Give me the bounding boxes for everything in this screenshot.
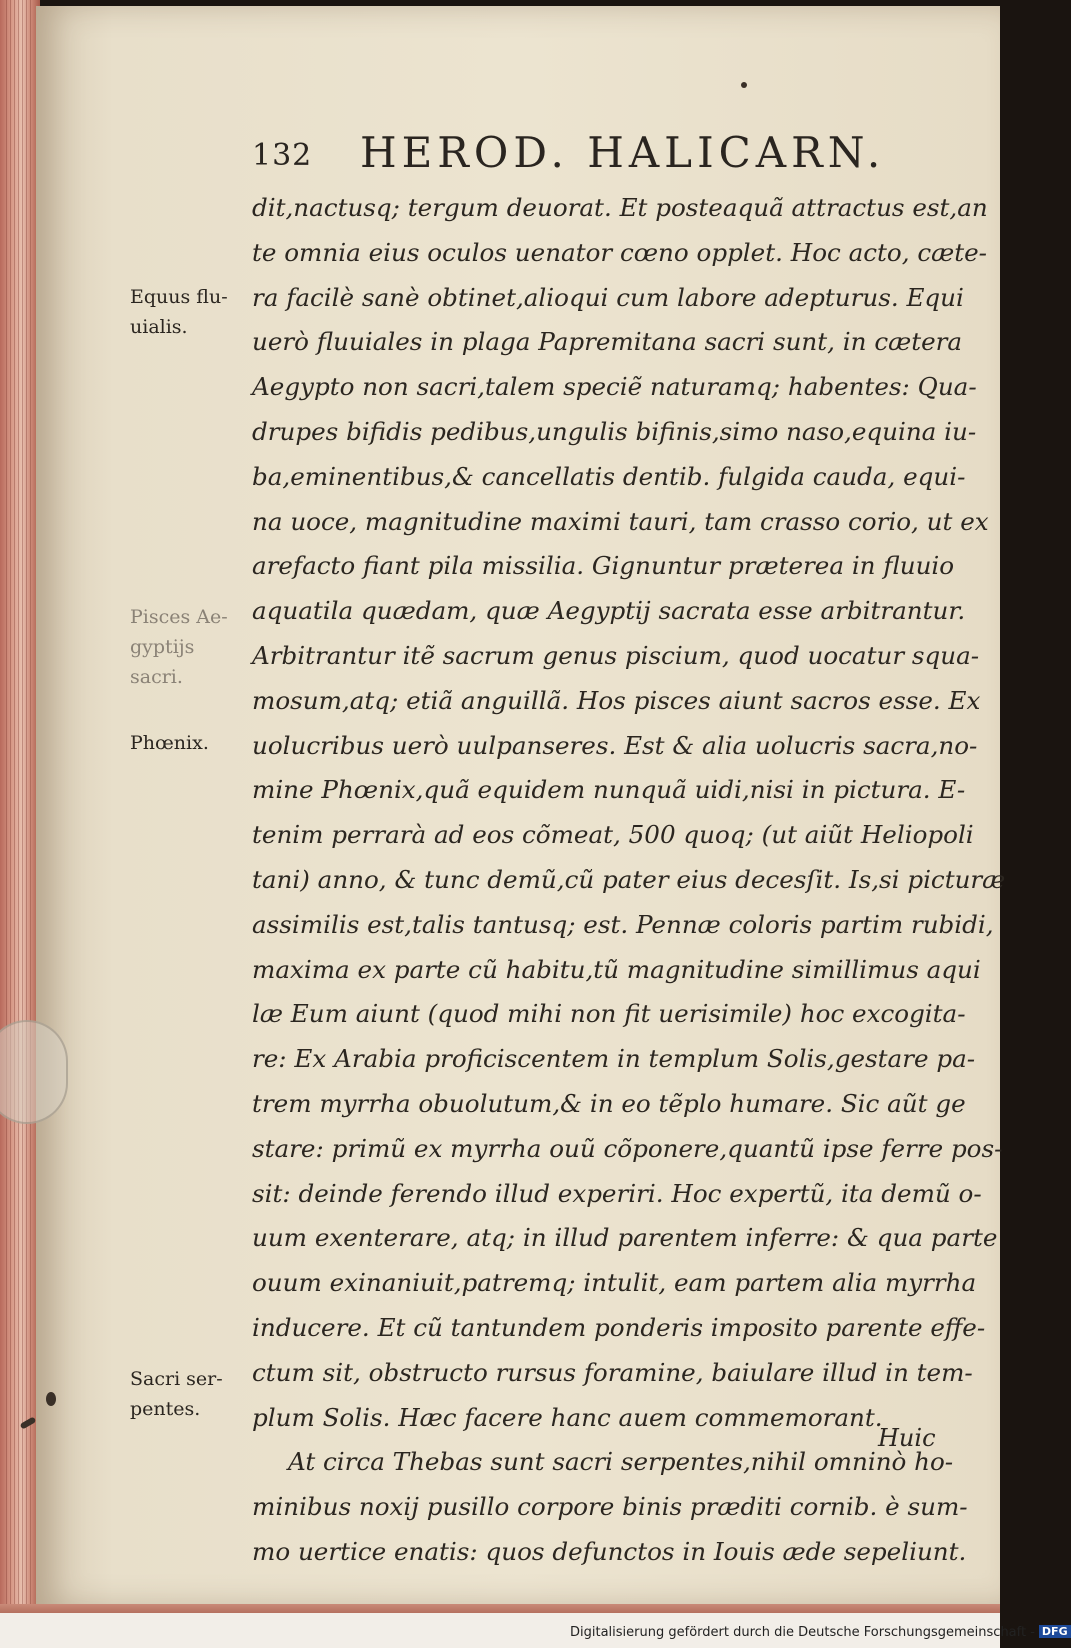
margin-note-line: Phœnix.: [130, 732, 209, 754]
text-line: drupes bifidis pedibus,ungulis bifinis,simo naso,equina iu-: [252, 416, 977, 446]
text-line: ba,eminentibus,& cancellatis dentib. fulgida cauda, equi-: [252, 461, 966, 491]
text-line: assimilis est,talis tantusq; est. Pennæ coloris partim rubidi,: [252, 909, 994, 939]
text-line: ctum sit, obstructo rursus foramine, baiulare illud in tem-: [252, 1357, 973, 1387]
book-edge: [0, 0, 40, 1648]
margin-note-line: Sacri ser-: [130, 1368, 223, 1390]
text-line: uum exenterare, atq; in illud parentem inferre: & qua parte: [252, 1223, 998, 1253]
text-line: trem myrrha obuolutum,& in eo tẽplo humare. Sic aũt ge: [252, 1088, 966, 1118]
text-line: dit,nactusq; tergum deuorat. Et posteaquã attractus est,an: [252, 193, 988, 222]
running-title: HEROD. HALICARN.: [360, 128, 886, 177]
ink-blot: [46, 1392, 56, 1406]
margin-note-line: uialis.: [130, 316, 188, 338]
catchword: Huic: [878, 1424, 936, 1452]
text-line: sit: deinde ferendo illud experiri. Hoc expertũ, ita demũ o-: [252, 1178, 982, 1208]
text-line: uolucribus uerò uulpanseres. Est & alia uolucris sacra,no-: [252, 730, 978, 760]
margin-note-line: gyptijs: [130, 636, 195, 658]
text-line: Aegypto non sacri,talem speciẽ naturamq; habentes: Qua-: [252, 372, 977, 402]
credit-text: Digitalisierung gefördert durch die Deutsche Forschungsgemeinschaft -: [570, 1625, 1035, 1640]
text-line: mine Phœnix,quã equidem nunquã uidi,nisi in pictura. E-: [252, 775, 966, 805]
text-line: minibus noxij pusillo corpore binis præditi cornib. è sum-: [252, 1492, 968, 1522]
margin-note-line: pentes.: [130, 1398, 201, 1420]
ink-speck: [741, 82, 747, 88]
text-line: tani) anno, & tunc demũ,cũ pater eius decesſit. Is,si picturæ: [252, 864, 1006, 894]
text-line: inducere. Et cũ tantundem ponderis imposito parente effe-: [252, 1312, 986, 1342]
margin-note-pisces: [130, 602, 248, 692]
dfg-logo: DFG: [1039, 1625, 1071, 1638]
margin-note-line: Equus flu-: [130, 286, 228, 308]
page-number: 132: [252, 138, 313, 173]
text-line: te omnia eius oculos uenator cœno opplet. Hoc acto, cæte-: [252, 237, 987, 267]
text-line: na uoce, magnitudine maximi tauri, tam crasso corio, ut ex: [252, 506, 989, 536]
text-line: ouum exinaniuit,patremq; intulit, eam partem alia myrrha: [252, 1268, 977, 1298]
text-line: plum Solis. Hæc facere hanc auem commemorant.: [252, 1402, 883, 1432]
text-line: mo uertice enatis: quos defunctos in Iouis æde sepeliunt.: [252, 1536, 967, 1566]
book-edge-lines: [6, 0, 32, 1648]
margin-note-equus: [130, 282, 248, 342]
text-line: aquatila quædam, quæ Aegyptij sacrata esse arbitrantur.: [252, 596, 966, 626]
margin-note-phoenix: [130, 728, 248, 758]
text-line: re: Ex Arabia proficiscentem in templum Solis,gestare pa-: [252, 1044, 976, 1074]
page-clip: [0, 1020, 68, 1124]
text-line: maxima ex parte cũ habitu,tũ magnitudine simillimus aqui: [252, 954, 981, 984]
text-line: Arbitrantur itẽ sacrum genus piscium, quod uocatur squa-: [252, 640, 980, 670]
text-line: arefacto fiant pila missilia. Gignuntur præterea in fluuio: [252, 551, 955, 581]
text-line: mosum,atq; etiã anguillã. Hos pisces aiunt sacros esse. Ex: [252, 685, 981, 715]
margin-note-line: Pisces Ae-: [130, 606, 228, 628]
margin-note-line: sacri.: [130, 666, 183, 688]
text-line: uerò fluuiales in plaga Papremitana sacri sunt, in cætera: [252, 327, 963, 357]
body-text: [252, 186, 1006, 1575]
text-line: stare: primũ ex myrrha ouũ cõponere,quantũ ipse ferre pos-: [252, 1133, 1003, 1163]
text-line: At circa Thebas sunt sacri serpentes,nihil omninò ho-: [288, 1447, 954, 1477]
running-head: [252, 128, 902, 182]
text-line: ra facilè sanè obtinet,alioqui cum labore adepturus. Equi: [252, 282, 964, 312]
margin-note-serpentes: [130, 1364, 248, 1424]
text-line: læ Eum aiunt (quod mihi non fit uerisimile) hoc excogita-: [252, 999, 966, 1029]
digitization-credit: [570, 1625, 1068, 1645]
text-line: tenim perrarà ad eos cõmeat, 500 quoq; (ut aiũt Heliopoli: [252, 820, 974, 850]
